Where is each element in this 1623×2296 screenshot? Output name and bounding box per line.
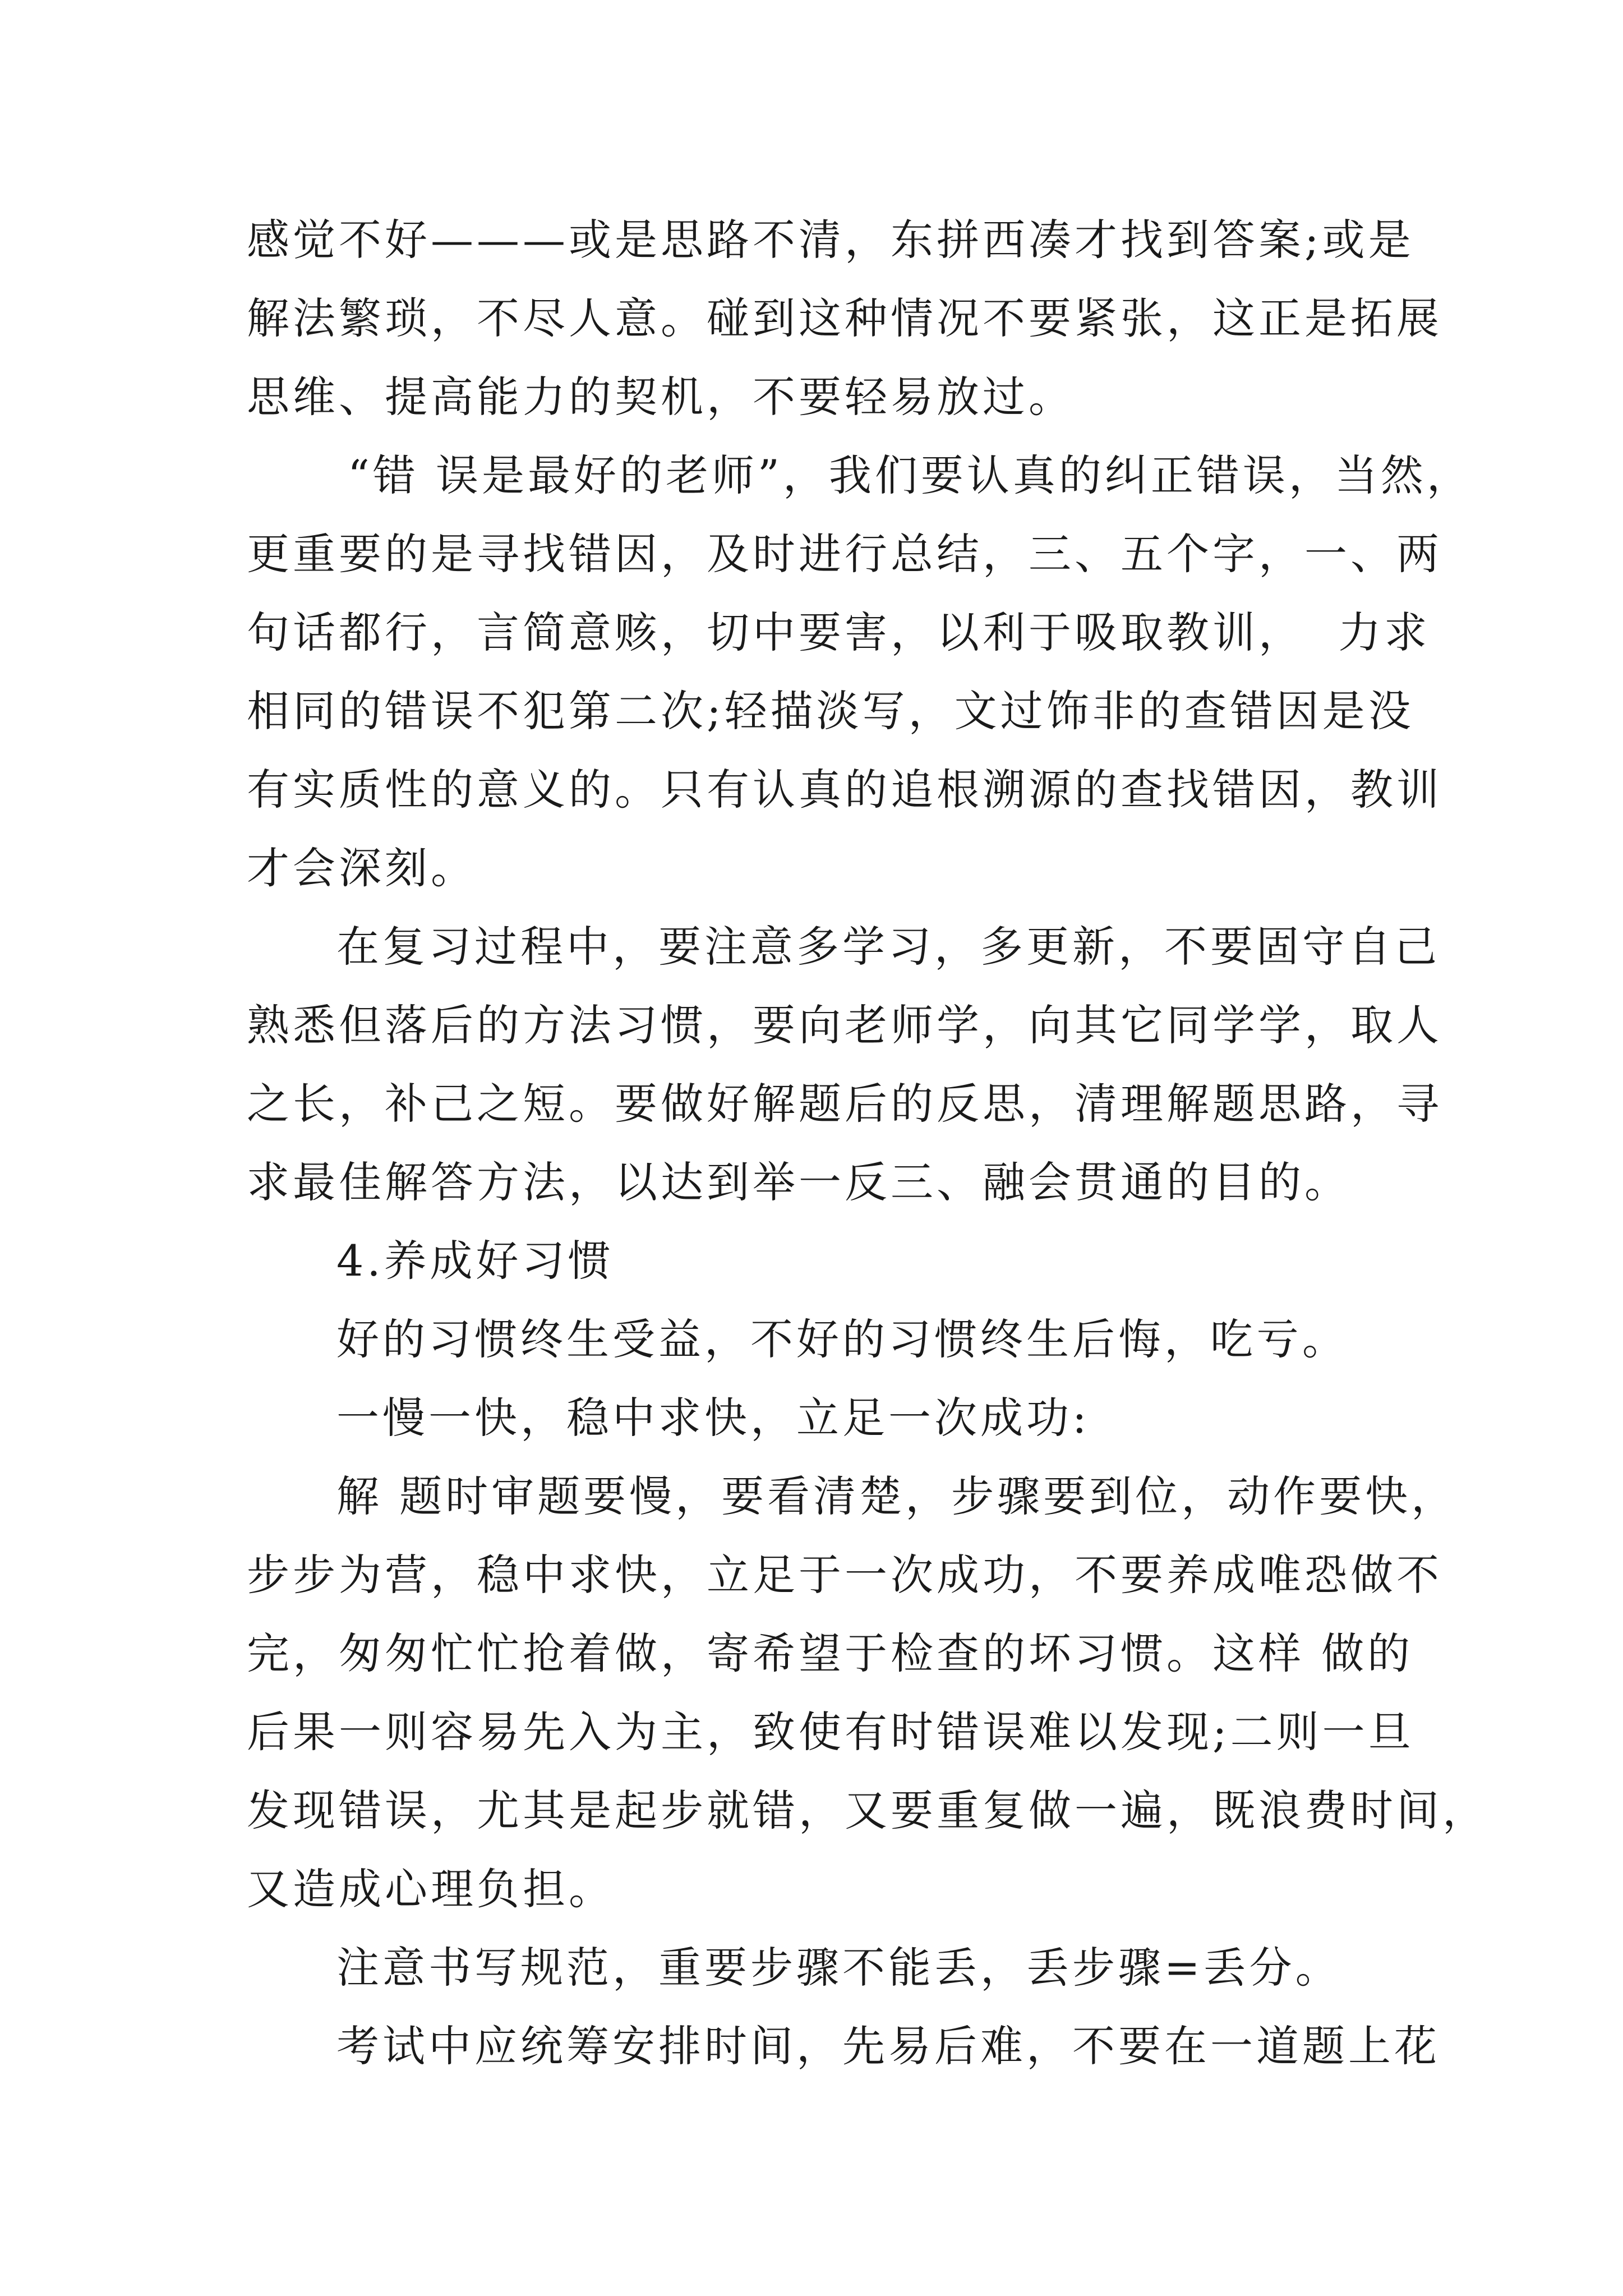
text-line: 相同的错误不犯第二次;轻描淡写，文过饰非的查错因是没	[247, 686, 1414, 736]
text-line: 感觉不好———或是思路不清，东拼西凑才找到答案;或是	[247, 215, 1414, 265]
text-line: 求最佳解答方法，以达到举一反三、融会贯通的目的。	[247, 1157, 1350, 1207]
text-line: 考试中应统筹安排时间，先易后难，不要在一道题上花	[336, 2021, 1440, 2071]
text-line: 熟悉但落后的方法习惯，要向老师学，向其它同学学，取人	[247, 1000, 1442, 1050]
text-line: 发现错误，尤其是起步就错，又要重复做一遍，既浪费时间，	[247, 1786, 1488, 1835]
text-line: 才会深刻。	[247, 843, 477, 893]
text-line: 更重要的是寻找错因，及时进行总结，三、五个字，一、两	[247, 529, 1442, 579]
section-heading: 4.养成好习惯	[336, 1236, 614, 1286]
text-line: 完，匆匆忙忙抢着做，寄希望于检查的坏习惯。这样 做的	[247, 1628, 1414, 1678]
text-line: 思维、提高能力的契机，不要轻易放过。	[247, 372, 1075, 422]
text-line: 解法繁琐，不尽人意。碰到这种情况不要紧张，这正是拓展	[247, 293, 1442, 343]
text-line: 解 题时审题要慢，要看清楚，步骤要到位，动作要快，	[336, 1471, 1458, 1521]
text-line: “错 误是最好的老师”，我们要认真的纠正错误，当然，	[348, 450, 1473, 500]
text-line: 句话都行，言简意赅，切中要害，以利于吸取教训， 力求	[247, 608, 1431, 657]
text-line: 又造成心理负担。	[247, 1864, 615, 1914]
text-line: 后果一则容易先入为主，致使有时错误难以发现;二则一旦	[247, 1707, 1414, 1757]
text-line: 步步为营，稳中求快，立足于一次成功，不要养成唯恐做不	[247, 1550, 1442, 1600]
text-line: 一慢一快，稳中求快，立足一次成功:	[336, 1393, 1090, 1443]
text-line: 之长，补己之短。要做好解题后的反思，清理解题思路，寻	[247, 1079, 1442, 1129]
text-line: 注意书写规范，重要步骤不能丢，丢步骤=丢分。	[336, 1943, 1341, 1993]
text-line: 有实质性的意义的。只有认真的追根溯源的查找错因，教训	[247, 765, 1442, 815]
text-line: 在复习过程中，要注意多学习，多更新，不要固守自己	[336, 922, 1440, 972]
text-line: 好的习惯终生受益，不好的习惯终生后悔，吃亏。	[336, 1314, 1348, 1364]
